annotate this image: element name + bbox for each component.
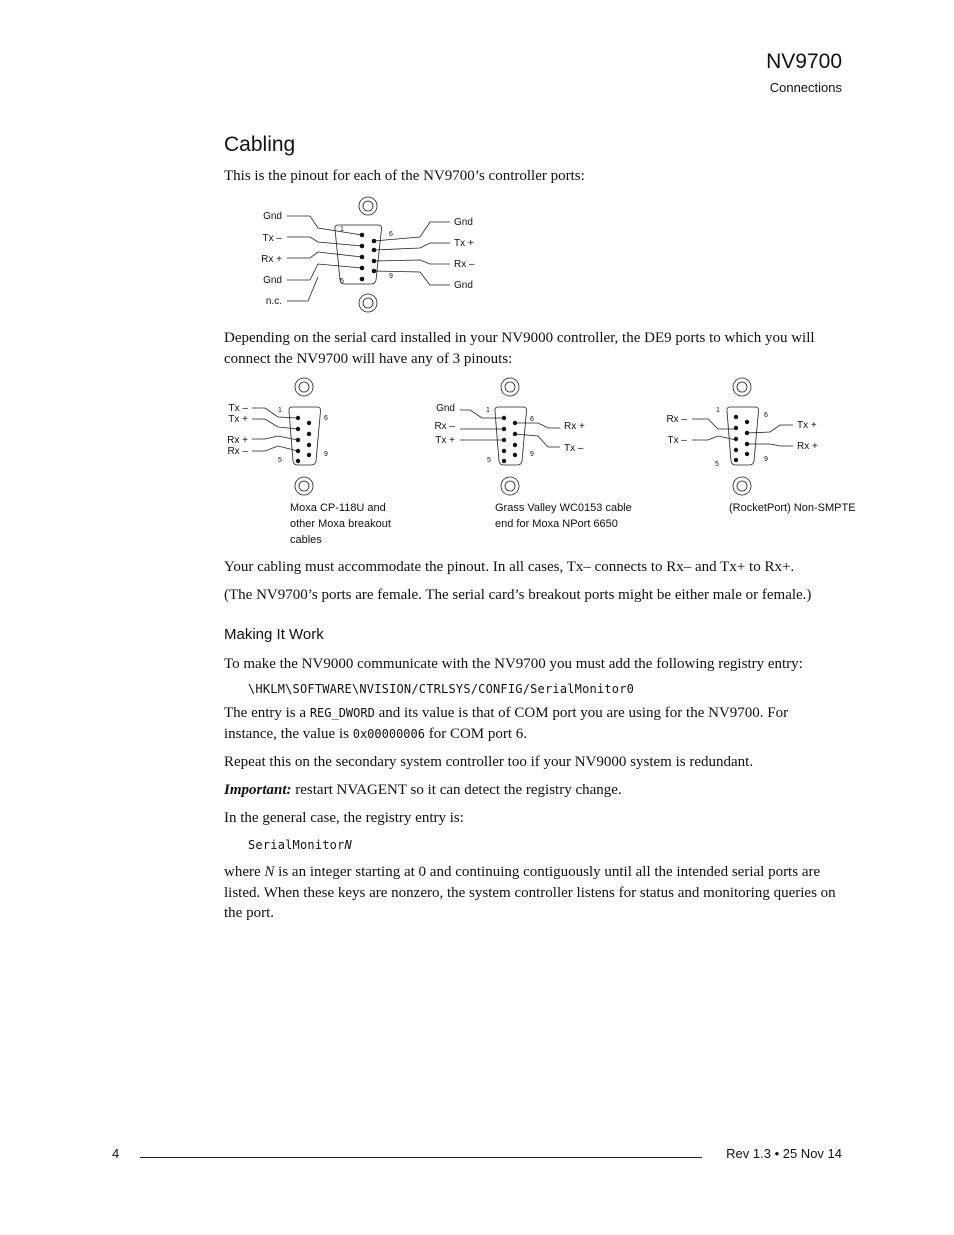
com-port-value-code: 0x00000006: [352, 726, 425, 741]
accommodate-paragraph: Your cabling must accommodate the pinout. In all cases, Tx– connects to Rx– and Tx+ to Rx+.: [224, 559, 795, 575]
female-ports-paragraph: (The NV9700’s ports are female. The serial card’s breakout ports might be either male or female.): [224, 587, 812, 603]
pin-label: Rx +: [564, 421, 585, 432]
making-it-work-heading: Making It Work: [224, 626, 324, 643]
grass-valley-caption: Grass Valley WC0153 cable end for Moxa NPort 6650: [495, 502, 632, 530]
footer-divider: [140, 1157, 702, 1158]
rocketport-caption: (RocketPort) Non-SMPTE: [729, 502, 856, 514]
rocketport-pinout-diagram: [650, 374, 830, 499]
pin-number-1: 1: [278, 407, 282, 414]
registry-path-code: \HKLM\SOFTWARE\NVISION/CTRLSYS/CONFIG/SerialMonitor0: [248, 682, 635, 696]
pin-label: Tx –: [564, 443, 584, 454]
pin-number-9: 9: [530, 451, 534, 458]
registry-intro-paragraph: To make the NV9000 communicate with the NV9700 you must add the following registry entry:: [224, 656, 803, 672]
pin-number-6: 6: [530, 416, 534, 423]
pin-label: Tx +: [797, 420, 817, 431]
pin-label: Tx +: [228, 414, 248, 425]
pin-number-5: 5: [340, 278, 344, 285]
pin-label: Rx +: [797, 441, 818, 452]
page-number: 4: [112, 1146, 120, 1161]
pin-label-right: Gnd: [454, 217, 473, 228]
pin-label: Rx –: [434, 421, 455, 432]
pin-number-5: 5: [278, 457, 282, 464]
pin-number-9: 9: [324, 451, 328, 458]
pin-label: Gnd: [436, 403, 455, 414]
pin-label: Rx –: [666, 414, 687, 425]
pin-number-9: 9: [389, 273, 393, 280]
moxa-caption: Moxa CP-118U and other Moxa breakout cables: [290, 502, 391, 546]
redundant-paragraph: Repeat this on the secondary system controller too if your NV9000 system is redundant.: [224, 754, 754, 770]
general-case-paragraph: In the general case, the registry entry is:: [224, 810, 464, 826]
moxa-pinout-diagram: [220, 374, 360, 499]
pin-label: Tx +: [435, 435, 455, 446]
pin-label-right: Rx –: [454, 259, 475, 270]
reg-dword-paragraph: The entry is a REG_DWORD and its value is that of COM port you are using for the NV9700. For instance, the value is 0x00000006 for COM port 6.: [224, 705, 789, 742]
pin-number-5: 5: [715, 461, 719, 468]
document-section-name: Connections: [769, 80, 842, 95]
pin-number-5: 5: [487, 457, 491, 464]
revision-date: Rev 1.3 • 25 Nov 14: [726, 1146, 842, 1161]
pin-label-left: n.c.: [265, 296, 282, 307]
pin-label-left: Gnd: [263, 275, 282, 286]
pin-number-1: 1: [340, 226, 344, 233]
grass-valley-pinout-diagram: [420, 374, 600, 499]
cabling-intro: This is the pinout for each of the NV9700’s controller ports:: [224, 168, 585, 184]
pin-label-left: Tx –: [262, 233, 282, 244]
pin-label: Tx –: [667, 435, 687, 446]
where-n-paragraph: where N is an integer starting at 0 and continuing contiguously until all the intended serial ports are listed. When these keys are nonzero, the system controller listens for status and monitoring queries on the port.: [224, 864, 836, 921]
pin-number-1: 1: [716, 407, 720, 414]
pin-number-1: 1: [486, 407, 490, 414]
pin-label: Rx –: [227, 446, 248, 457]
important-paragraph: Important: restart NVAGENT so it can detect the registry change.: [224, 782, 622, 798]
pin-label-left: Gnd: [263, 211, 282, 222]
pin-label-right: Tx +: [454, 238, 474, 249]
general-registry-code: SerialMonitorN: [248, 838, 352, 852]
pin-number-6: 6: [324, 415, 328, 422]
nv9700-pinout-diagram: [240, 192, 500, 317]
pin-label: Tx –: [228, 403, 248, 414]
pin-label: Rx +: [227, 435, 248, 446]
pin-number-6: 6: [389, 231, 393, 238]
cabling-heading: Cabling: [224, 133, 296, 156]
depending-paragraph: Depending on the serial card installed in your NV9000 controller, the DE9 ports to which you will connect the NV9700 will have any of 3 pinouts:: [224, 330, 815, 367]
pin-number-9: 9: [764, 456, 768, 463]
pin-number-6: 6: [764, 412, 768, 419]
reg-dword-code: REG_DWORD: [309, 706, 375, 720]
pin-label-right: Gnd: [454, 280, 473, 291]
important-label: Important:: [224, 782, 292, 798]
pin-label-left: Rx +: [261, 254, 282, 265]
document-product-title: NV9700: [766, 50, 842, 73]
